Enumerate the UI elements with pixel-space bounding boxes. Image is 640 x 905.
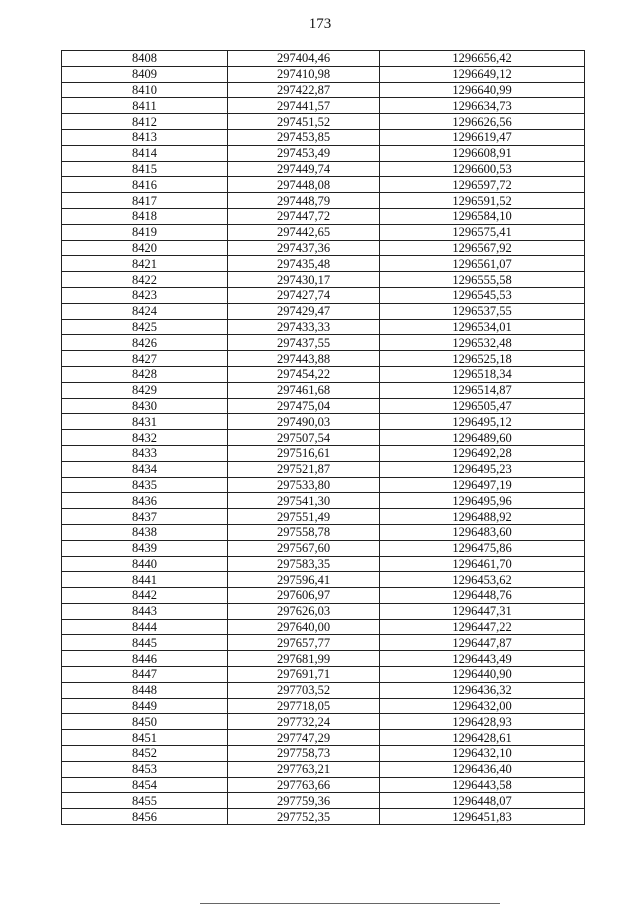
point-number-cell: 8449 — [62, 698, 228, 714]
x-coordinate-cell: 297435,48 — [228, 256, 380, 272]
x-coordinate-cell: 297430,17 — [228, 272, 380, 288]
table-row — [62, 414, 585, 430]
y-coordinate-cell: 1296608,91 — [380, 145, 585, 161]
x-coordinate-cell: 297640,00 — [228, 619, 380, 635]
x-coordinate-cell: 297449,74 — [228, 161, 380, 177]
point-number-cell: 8430 — [62, 398, 228, 414]
table-row — [62, 509, 585, 525]
x-coordinate-cell: 297453,85 — [228, 129, 380, 145]
point-number-cell: 8419 — [62, 224, 228, 240]
x-coordinate-cell: 297429,47 — [228, 303, 380, 319]
y-coordinate-cell: 1296483,60 — [380, 524, 585, 540]
point-number-cell: 8415 — [62, 161, 228, 177]
point-number-cell: 8444 — [62, 619, 228, 635]
x-coordinate-cell: 297507,54 — [228, 430, 380, 446]
y-coordinate-cell: 1296656,42 — [380, 51, 585, 67]
point-number-cell: 8450 — [62, 714, 228, 730]
point-number-cell: 8441 — [62, 572, 228, 588]
x-coordinate-cell: 297551,49 — [228, 509, 380, 525]
table-row — [62, 524, 585, 540]
point-number-cell: 8438 — [62, 524, 228, 540]
x-coordinate-cell: 297448,79 — [228, 193, 380, 209]
point-number-cell: 8429 — [62, 382, 228, 398]
table-row — [62, 161, 585, 177]
x-coordinate-cell: 297454,22 — [228, 366, 380, 382]
table-row — [62, 477, 585, 493]
point-number-cell: 8414 — [62, 145, 228, 161]
table-row — [62, 635, 585, 651]
table-row — [62, 682, 585, 698]
x-coordinate-cell: 297437,55 — [228, 335, 380, 351]
point-number-cell: 8411 — [62, 98, 228, 114]
x-coordinate-cell: 297657,77 — [228, 635, 380, 651]
table-row — [62, 177, 585, 193]
point-number-cell: 8437 — [62, 509, 228, 525]
x-coordinate-cell: 297516,61 — [228, 445, 380, 461]
x-coordinate-cell: 297732,24 — [228, 714, 380, 730]
y-coordinate-cell: 1296561,07 — [380, 256, 585, 272]
y-coordinate-cell: 1296619,47 — [380, 129, 585, 145]
x-coordinate-cell: 297626,03 — [228, 603, 380, 619]
table-row — [62, 303, 585, 319]
table-row — [62, 66, 585, 82]
y-coordinate-cell: 1296495,23 — [380, 461, 585, 477]
bottom-divider — [200, 903, 500, 904]
point-number-cell: 8456 — [62, 809, 228, 825]
point-number-cell: 8443 — [62, 603, 228, 619]
x-coordinate-cell: 297443,88 — [228, 351, 380, 367]
y-coordinate-cell: 1296505,47 — [380, 398, 585, 414]
x-coordinate-cell: 297533,80 — [228, 477, 380, 493]
x-coordinate-cell: 297461,68 — [228, 382, 380, 398]
y-coordinate-cell: 1296451,83 — [380, 809, 585, 825]
y-coordinate-cell: 1296575,41 — [380, 224, 585, 240]
y-coordinate-cell: 1296534,01 — [380, 319, 585, 335]
point-number-cell: 8410 — [62, 82, 228, 98]
table-row — [62, 714, 585, 730]
y-coordinate-cell: 1296436,40 — [380, 761, 585, 777]
y-coordinate-cell: 1296567,92 — [380, 240, 585, 256]
y-coordinate-cell: 1296475,86 — [380, 540, 585, 556]
y-coordinate-cell: 1296591,52 — [380, 193, 585, 209]
y-coordinate-cell: 1296545,53 — [380, 287, 585, 303]
point-number-cell: 8452 — [62, 746, 228, 762]
x-coordinate-cell: 297451,52 — [228, 114, 380, 130]
point-number-cell: 8436 — [62, 493, 228, 509]
y-coordinate-cell: 1296555,58 — [380, 272, 585, 288]
point-number-cell: 8425 — [62, 319, 228, 335]
x-coordinate-cell: 297422,87 — [228, 82, 380, 98]
x-coordinate-cell: 297453,49 — [228, 145, 380, 161]
x-coordinate-cell: 297681,99 — [228, 651, 380, 667]
y-coordinate-cell: 1296649,12 — [380, 66, 585, 82]
x-coordinate-cell: 297703,52 — [228, 682, 380, 698]
point-number-cell: 8448 — [62, 682, 228, 698]
point-number-cell: 8424 — [62, 303, 228, 319]
y-coordinate-cell: 1296634,73 — [380, 98, 585, 114]
point-number-cell: 8416 — [62, 177, 228, 193]
y-coordinate-cell: 1296448,07 — [380, 793, 585, 809]
x-coordinate-cell: 297410,98 — [228, 66, 380, 82]
table-row — [62, 493, 585, 509]
point-number-cell: 8428 — [62, 366, 228, 382]
y-coordinate-cell: 1296497,19 — [380, 477, 585, 493]
point-number-cell: 8431 — [62, 414, 228, 430]
y-coordinate-cell: 1296600,53 — [380, 161, 585, 177]
y-coordinate-cell: 1296461,70 — [380, 556, 585, 572]
x-coordinate-cell: 297441,57 — [228, 98, 380, 114]
point-number-cell: 8417 — [62, 193, 228, 209]
y-coordinate-cell: 1296514,87 — [380, 382, 585, 398]
table-row — [62, 746, 585, 762]
table-row — [62, 619, 585, 635]
y-coordinate-cell: 1296626,56 — [380, 114, 585, 130]
table-row — [62, 430, 585, 446]
x-coordinate-cell: 297596,41 — [228, 572, 380, 588]
y-coordinate-cell: 1296525,18 — [380, 351, 585, 367]
x-coordinate-cell: 297475,04 — [228, 398, 380, 414]
x-coordinate-cell: 297758,73 — [228, 746, 380, 762]
table-row — [62, 82, 585, 98]
y-coordinate-cell: 1296640,99 — [380, 82, 585, 98]
y-coordinate-cell: 1296432,10 — [380, 746, 585, 762]
table-row — [62, 698, 585, 714]
x-coordinate-cell: 297752,35 — [228, 809, 380, 825]
table-row — [62, 208, 585, 224]
y-coordinate-cell: 1296448,76 — [380, 588, 585, 604]
x-coordinate-cell: 297718,05 — [228, 698, 380, 714]
x-coordinate-cell: 297763,21 — [228, 761, 380, 777]
table-row — [62, 129, 585, 145]
y-coordinate-cell: 1296537,55 — [380, 303, 585, 319]
table-row — [62, 272, 585, 288]
point-number-cell: 8413 — [62, 129, 228, 145]
table-row — [62, 540, 585, 556]
x-coordinate-cell: 297558,78 — [228, 524, 380, 540]
point-number-cell: 8434 — [62, 461, 228, 477]
table-row — [62, 777, 585, 793]
point-number-cell: 8446 — [62, 651, 228, 667]
table-row — [62, 445, 585, 461]
table-row — [62, 809, 585, 825]
table-row — [62, 761, 585, 777]
point-number-cell: 8445 — [62, 635, 228, 651]
table-row — [62, 398, 585, 414]
table-row — [62, 51, 585, 67]
y-coordinate-cell: 1296518,34 — [380, 366, 585, 382]
y-coordinate-cell: 1296443,58 — [380, 777, 585, 793]
x-coordinate-cell: 297447,72 — [228, 208, 380, 224]
point-number-cell: 8427 — [62, 351, 228, 367]
table-row — [62, 667, 585, 683]
y-coordinate-cell: 1296428,61 — [380, 730, 585, 746]
point-number-cell: 8421 — [62, 256, 228, 272]
y-coordinate-cell: 1296492,28 — [380, 445, 585, 461]
x-coordinate-cell: 297747,29 — [228, 730, 380, 746]
table-row — [62, 193, 585, 209]
y-coordinate-cell: 1296584,10 — [380, 208, 585, 224]
table-row — [62, 461, 585, 477]
table-row — [62, 224, 585, 240]
table-row — [62, 382, 585, 398]
table-row — [62, 556, 585, 572]
y-coordinate-cell: 1296489,60 — [380, 430, 585, 446]
y-coordinate-cell: 1296443,49 — [380, 651, 585, 667]
y-coordinate-cell: 1296440,90 — [380, 667, 585, 683]
point-number-cell: 8451 — [62, 730, 228, 746]
table-row — [62, 603, 585, 619]
x-coordinate-cell: 297691,71 — [228, 667, 380, 683]
point-number-cell: 8440 — [62, 556, 228, 572]
y-coordinate-cell: 1296447,31 — [380, 603, 585, 619]
point-number-cell: 8426 — [62, 335, 228, 351]
point-number-cell: 8455 — [62, 793, 228, 809]
y-coordinate-cell: 1296436,32 — [380, 682, 585, 698]
coordinates-table-body — [62, 51, 585, 825]
table-row — [62, 319, 585, 335]
table-row — [62, 588, 585, 604]
x-coordinate-cell: 297490,03 — [228, 414, 380, 430]
table-row — [62, 793, 585, 809]
point-number-cell: 8433 — [62, 445, 228, 461]
y-coordinate-cell: 1296447,22 — [380, 619, 585, 635]
point-number-cell: 8435 — [62, 477, 228, 493]
table-row — [62, 651, 585, 667]
y-coordinate-cell: 1296495,12 — [380, 414, 585, 430]
point-number-cell: 8412 — [62, 114, 228, 130]
table-row — [62, 98, 585, 114]
x-coordinate-cell: 297567,60 — [228, 540, 380, 556]
point-number-cell: 8423 — [62, 287, 228, 303]
point-number-cell: 8439 — [62, 540, 228, 556]
point-number-cell: 8422 — [62, 272, 228, 288]
x-coordinate-cell: 297437,36 — [228, 240, 380, 256]
table-row — [62, 335, 585, 351]
table-row — [62, 366, 585, 382]
point-number-cell: 8453 — [62, 761, 228, 777]
x-coordinate-cell: 297404,46 — [228, 51, 380, 67]
point-number-cell: 8409 — [62, 66, 228, 82]
x-coordinate-cell: 297763,66 — [228, 777, 380, 793]
point-number-cell: 8432 — [62, 430, 228, 446]
page-number: 173 — [308, 16, 332, 32]
y-coordinate-cell: 1296432,00 — [380, 698, 585, 714]
table-row — [62, 730, 585, 746]
x-coordinate-cell: 297606,97 — [228, 588, 380, 604]
table-row — [62, 572, 585, 588]
x-coordinate-cell: 297442,65 — [228, 224, 380, 240]
point-number-cell: 8454 — [62, 777, 228, 793]
table-row — [62, 145, 585, 161]
table-row — [62, 256, 585, 272]
y-coordinate-cell: 1296453,62 — [380, 572, 585, 588]
table-row — [62, 287, 585, 303]
y-coordinate-cell: 1296428,93 — [380, 714, 585, 730]
x-coordinate-cell: 297433,33 — [228, 319, 380, 335]
point-number-cell: 8447 — [62, 667, 228, 683]
point-number-cell: 8420 — [62, 240, 228, 256]
table-row — [62, 351, 585, 367]
y-coordinate-cell: 1296597,72 — [380, 177, 585, 193]
y-coordinate-cell: 1296488,92 — [380, 509, 585, 525]
x-coordinate-cell: 297541,30 — [228, 493, 380, 509]
coordinates-table — [61, 50, 585, 825]
x-coordinate-cell: 297583,35 — [228, 556, 380, 572]
y-coordinate-cell: 1296532,48 — [380, 335, 585, 351]
point-number-cell: 8418 — [62, 208, 228, 224]
table-row — [62, 240, 585, 256]
table-row — [62, 114, 585, 130]
x-coordinate-cell: 297759,36 — [228, 793, 380, 809]
x-coordinate-cell: 297427,74 — [228, 287, 380, 303]
x-coordinate-cell: 297521,87 — [228, 461, 380, 477]
point-number-cell: 8408 — [62, 51, 228, 67]
y-coordinate-cell: 1296447,87 — [380, 635, 585, 651]
x-coordinate-cell: 297448,08 — [228, 177, 380, 193]
point-number-cell: 8442 — [62, 588, 228, 604]
y-coordinate-cell: 1296495,96 — [380, 493, 585, 509]
